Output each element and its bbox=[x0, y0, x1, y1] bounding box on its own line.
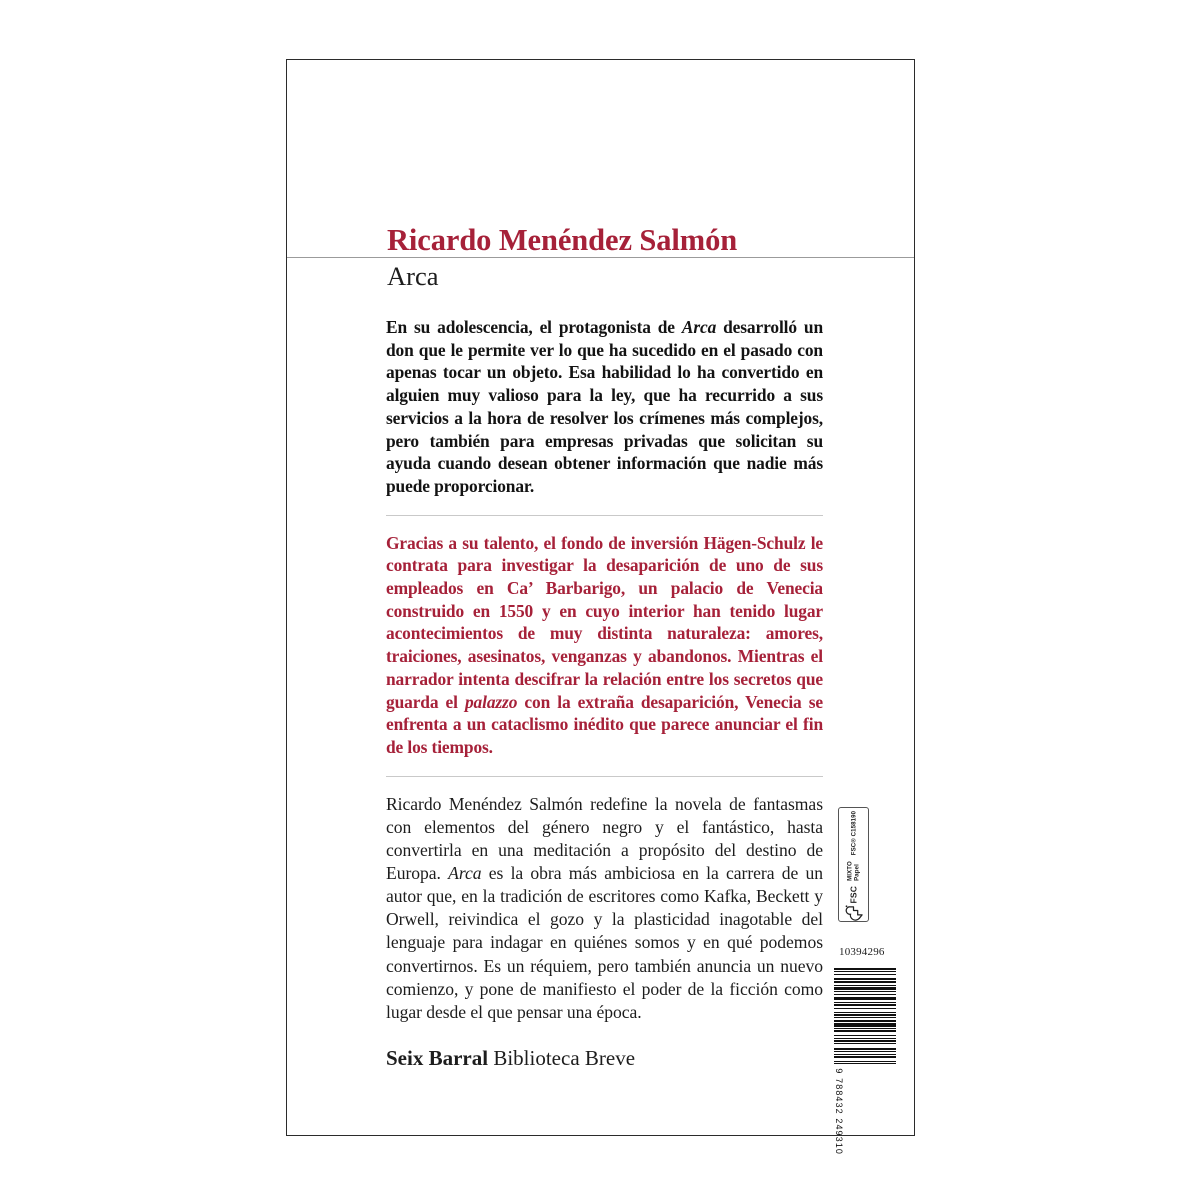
author-name: Ricardo Menéndez Salmón bbox=[287, 225, 745, 256]
cover-header bbox=[287, 225, 914, 291]
book-title: Arca bbox=[387, 260, 439, 291]
catalogue-reference-number: 10394296 bbox=[839, 946, 885, 958]
fsc-text-lines bbox=[847, 861, 861, 881]
fsc-license-code: FSC® C158190 bbox=[850, 810, 857, 855]
fsc-tree-checkmark-icon bbox=[844, 904, 863, 921]
blurb-paragraph-lead: En su adolescencia, el protagonista de Arca desarrolló un don que le permite ver lo que ha sucedido en el pasado con apenas tocar un objeto. Esa habilidad lo ha convertido en alguien muy valioso para la ley, que ha recurrido a sus servicios a la hora de resolver los crímenes más complejos, pero también para empresas privadas que solicitan su ayuda cuando desean obtener información que nadie más puede proporcionar. bbox=[386, 317, 823, 496]
isbn-barcode bbox=[832, 968, 898, 1155]
blurb-column bbox=[386, 316, 823, 1024]
fsc-line-mixto: MIXTO bbox=[845, 860, 853, 881]
book-back-cover bbox=[286, 59, 915, 1155]
blurb-paragraph-plot: Gracias a su talento, el fondo de inversión Hägen-Schulz le contrata para investigar la desaparición de uno de sus empleados en Ca’ Barbarigo, un palacio de Venecia construido en 1550 y en cuyo interior han tenido lugar acontecimientos de muy distinta naturaleza: amores, traiciones, asesinatos, venganzas y abandonos. Mientras el narrador intenta descifrar la relación entre los secretos que guarda el palazzo con la extraña desaparición, Venecia se enfrenta a un cataclismo inédito que parece anunciar el fin de los tiempos. bbox=[386, 532, 823, 757]
fsc-line-papel: Papel bbox=[852, 863, 860, 881]
author-divider-rule bbox=[287, 257, 914, 258]
barcode-digits: 9 788432 249310 bbox=[834, 1068, 844, 1155]
imprint-collection-name: Biblioteca Breve bbox=[488, 1046, 636, 1070]
fsc-certification-label bbox=[838, 807, 869, 922]
fsc-mark bbox=[844, 885, 863, 921]
fsc-label-contents bbox=[839, 808, 868, 921]
publisher-imprint bbox=[386, 1046, 635, 1071]
barcode-bars bbox=[834, 968, 896, 1066]
blurb-paragraph-critique: Ricardo Menéndez Salmón redefine la novela de fantasmas con elementos del género negro y el fantástico, hasta convertirla en una meditación a propósito del destino de Europa. Arca es la obra más ambiciosa en la carrera de un autor que, en la tradición de escritores como Kafka, Beckett y Orwell, reivindica el gozo y la plasticidad inagotable del lenguaje para indagar en quiénes somos y en qué podemos convertirnos. Es un réquiem, pero también anuncia un nuevo comienzo, y pone de manifiesto el poder de la ficción como lugar desde el que pensar una época. bbox=[386, 793, 823, 1022]
blurb-divider-rule-2 bbox=[386, 776, 823, 777]
barcode-rotor bbox=[834, 968, 896, 1155]
blurb-divider-rule-1 bbox=[386, 515, 823, 516]
fsc-wordmark: FSC bbox=[848, 885, 859, 903]
imprint-brand-name: Seix Barral bbox=[386, 1046, 489, 1070]
